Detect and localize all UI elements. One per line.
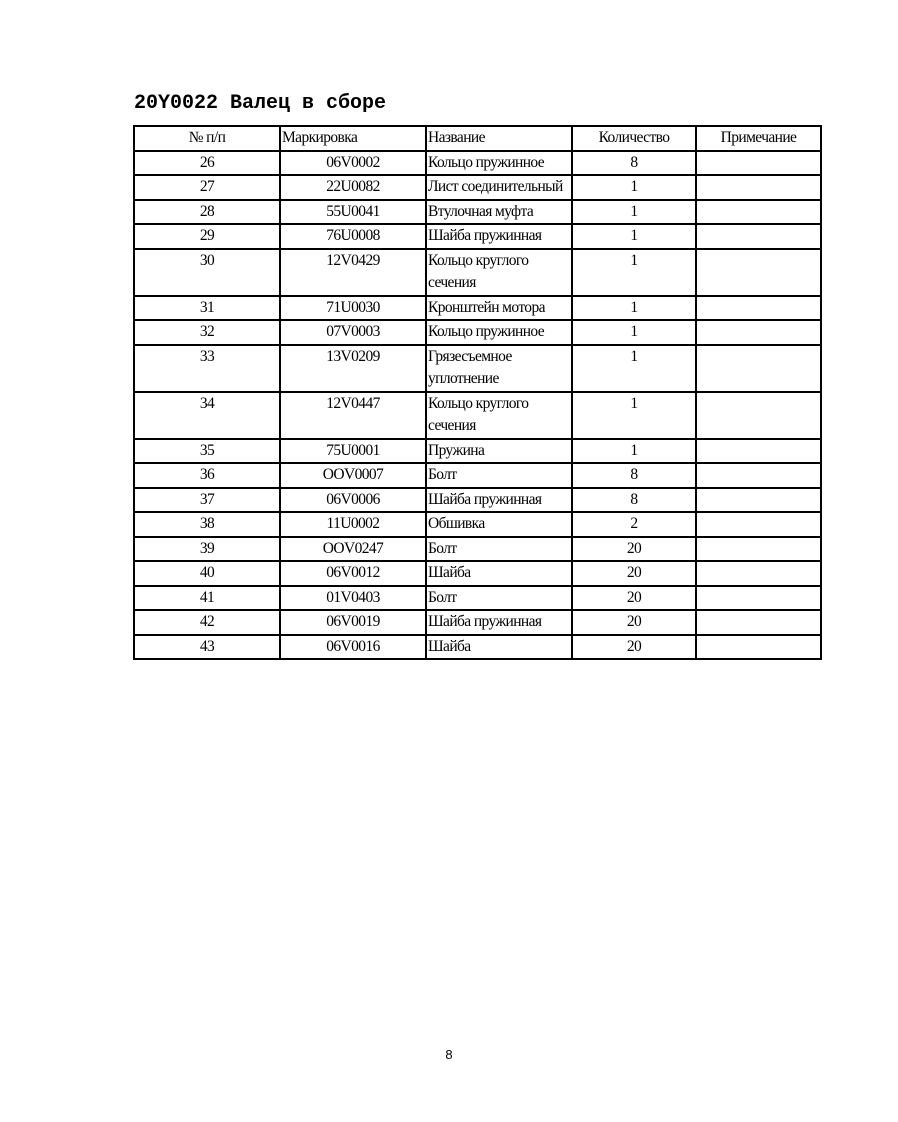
cell-marking: 12V0429 [280, 249, 426, 296]
cell-number: 35 [134, 439, 280, 464]
header-note: Примечание [696, 126, 821, 151]
cell-note [696, 439, 821, 464]
document-title: 20Y0022 Валец в сборе [134, 92, 387, 115]
cell-marking: 06V0016 [280, 635, 426, 660]
cell-marking: 55U0041 [280, 200, 426, 225]
header-quantity: Количество [572, 126, 696, 151]
table-row [134, 512, 821, 537]
cell-quantity: 20 [572, 586, 696, 611]
table-row [134, 439, 821, 464]
cell-quantity: 20 [572, 561, 696, 586]
cell-name: Втулочная муфта [426, 200, 572, 225]
cell-note [696, 635, 821, 660]
cell-note [696, 175, 821, 200]
cell-number: 41 [134, 586, 280, 611]
parts-table-header [134, 126, 821, 151]
cell-name: Шайба пружинная [426, 610, 572, 635]
table-row [134, 320, 821, 345]
parts-table [133, 125, 822, 660]
table-row [134, 463, 821, 488]
table-row [134, 561, 821, 586]
cell-number: 31 [134, 296, 280, 321]
cell-number: 36 [134, 463, 280, 488]
cell-name: Болт [426, 463, 572, 488]
cell-note [696, 200, 821, 225]
cell-note [696, 392, 821, 439]
cell-number: 38 [134, 512, 280, 537]
cell-number: 42 [134, 610, 280, 635]
cell-name: Кольцо круглого сечения [426, 249, 572, 296]
header-name: Название [426, 126, 572, 151]
cell-marking: 11U0002 [280, 512, 426, 537]
parts-table-body [134, 151, 821, 660]
cell-marking: OOV0247 [280, 537, 426, 562]
cell-name: Кольцо пружинное [426, 151, 572, 176]
cell-name: Кольцо круглого сечения [426, 392, 572, 439]
cell-name: Болт [426, 537, 572, 562]
cell-number: 40 [134, 561, 280, 586]
cell-number: 37 [134, 488, 280, 513]
cell-quantity: 1 [572, 175, 696, 200]
cell-quantity: 1 [572, 345, 696, 392]
cell-note [696, 345, 821, 392]
cell-number: 27 [134, 175, 280, 200]
table-row [134, 175, 821, 200]
table-row [134, 392, 821, 439]
cell-name: Кольцо пружинное [426, 320, 572, 345]
cell-note [696, 249, 821, 296]
table-row [134, 488, 821, 513]
cell-number: 43 [134, 635, 280, 660]
cell-marking: 07V0003 [280, 320, 426, 345]
cell-marking: 06V0006 [280, 488, 426, 513]
table-row [134, 345, 821, 392]
cell-quantity: 1 [572, 320, 696, 345]
cell-number: 34 [134, 392, 280, 439]
table-row [134, 249, 821, 296]
cell-quantity: 1 [572, 224, 696, 249]
cell-quantity: 1 [572, 296, 696, 321]
cell-marking: 06V0012 [280, 561, 426, 586]
cell-note [696, 537, 821, 562]
table-row [134, 200, 821, 225]
cell-number: 39 [134, 537, 280, 562]
cell-number: 26 [134, 151, 280, 176]
table-row [134, 635, 821, 660]
cell-quantity: 1 [572, 439, 696, 464]
cell-marking: 12V0447 [280, 392, 426, 439]
cell-number: 29 [134, 224, 280, 249]
cell-quantity: 1 [572, 200, 696, 225]
cell-number: 32 [134, 320, 280, 345]
cell-note [696, 320, 821, 345]
cell-name: Болт [426, 586, 572, 611]
cell-marking: 06V0002 [280, 151, 426, 176]
cell-note [696, 224, 821, 249]
cell-quantity: 8 [572, 151, 696, 176]
cell-quantity: 8 [572, 488, 696, 513]
page-number: 8 [445, 1047, 453, 1062]
cell-name: Шайба [426, 561, 572, 586]
cell-marking: 01V0403 [280, 586, 426, 611]
cell-name: Шайба пружинная [426, 224, 572, 249]
cell-note [696, 296, 821, 321]
table-row [134, 296, 821, 321]
cell-marking: 76U0008 [280, 224, 426, 249]
table-row [134, 586, 821, 611]
cell-note [696, 610, 821, 635]
header-marking: Маркировка [280, 126, 426, 151]
cell-note [696, 488, 821, 513]
cell-note [696, 463, 821, 488]
cell-name: Шайба [426, 635, 572, 660]
cell-name: Шайба пружинная [426, 488, 572, 513]
header-number: № п/п [134, 126, 280, 151]
cell-quantity: 8 [572, 463, 696, 488]
cell-marking: OOV0007 [280, 463, 426, 488]
table-row [134, 224, 821, 249]
cell-quantity: 1 [572, 249, 696, 296]
cell-note [696, 586, 821, 611]
cell-name: Обшивка [426, 512, 572, 537]
cell-marking: 22U0082 [280, 175, 426, 200]
cell-marking: 71U0030 [280, 296, 426, 321]
table-row [134, 537, 821, 562]
cell-quantity: 20 [572, 610, 696, 635]
cell-quantity: 20 [572, 537, 696, 562]
cell-name: Грязесъемное уплотнение [426, 345, 572, 392]
cell-number: 33 [134, 345, 280, 392]
cell-marking: 13V0209 [280, 345, 426, 392]
table-row [134, 151, 821, 176]
cell-name: Кронштейн мотора [426, 296, 572, 321]
cell-marking: 75U0001 [280, 439, 426, 464]
cell-quantity: 2 [572, 512, 696, 537]
cell-number: 28 [134, 200, 280, 225]
cell-quantity: 1 [572, 392, 696, 439]
table-row [134, 610, 821, 635]
cell-name: Лист соединительный [426, 175, 572, 200]
cell-quantity: 20 [572, 635, 696, 660]
cell-name: Пружина [426, 439, 572, 464]
header-row [134, 126, 821, 151]
cell-note [696, 561, 821, 586]
cell-marking: 06V0019 [280, 610, 426, 635]
cell-note [696, 512, 821, 537]
cell-number: 30 [134, 249, 280, 296]
cell-note [696, 151, 821, 176]
